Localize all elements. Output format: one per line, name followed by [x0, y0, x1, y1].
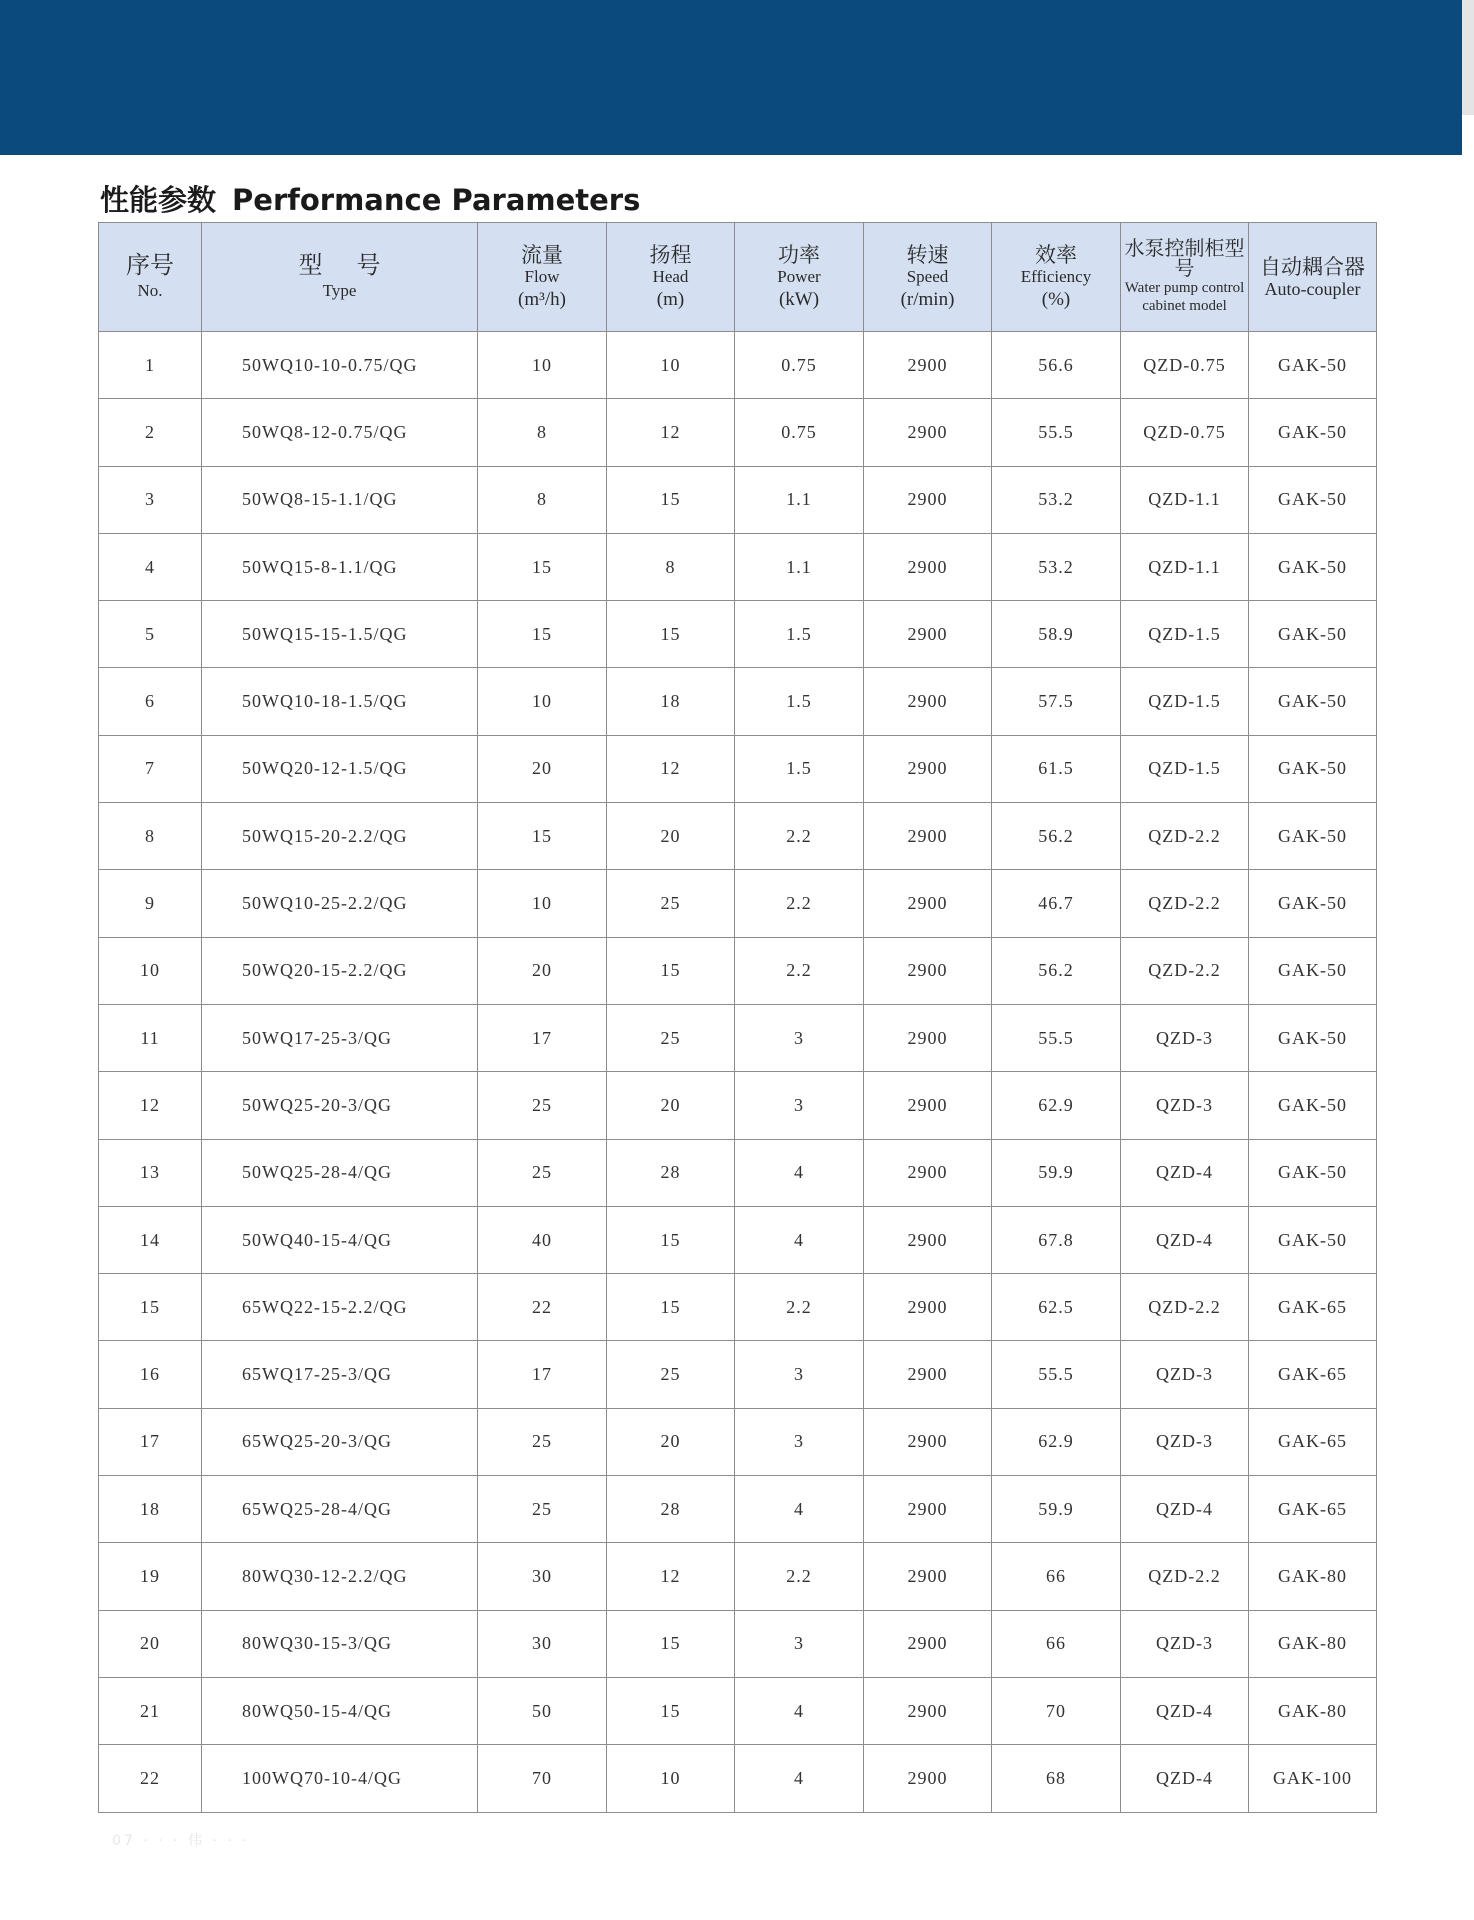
cell-flow: 20 [478, 735, 607, 802]
cell-speed: 2900 [864, 735, 992, 802]
cell-head: 28 [607, 1476, 735, 1543]
cell-power: 2.2 [735, 1543, 864, 1610]
cell-power: 3 [735, 1408, 864, 1475]
cell-efficiency: 53.2 [992, 466, 1121, 533]
cell-no: 21 [99, 1677, 202, 1744]
cell-type: 50WQ15-15-1.5/QG [202, 601, 478, 668]
cell-power: 1.5 [735, 735, 864, 802]
cell-auto-coupler: GAK-50 [1249, 1072, 1377, 1139]
header-band [0, 0, 1462, 155]
cell-cabinet-model: QZD-1.5 [1121, 735, 1249, 802]
cell-cabinet-model: QZD-3 [1121, 1072, 1249, 1139]
cell-type: 50WQ25-28-4/QG [202, 1139, 478, 1206]
cell-head: 10 [607, 1745, 735, 1812]
cell-efficiency: 57.5 [992, 668, 1121, 735]
cell-efficiency: 56.2 [992, 937, 1121, 1004]
cell-flow: 22 [478, 1274, 607, 1341]
cell-efficiency: 62.5 [992, 1274, 1121, 1341]
cell-auto-coupler: GAK-80 [1249, 1543, 1377, 1610]
cell-head: 25 [607, 1004, 735, 1071]
cell-cabinet-model: QZD-2.2 [1121, 937, 1249, 1004]
cell-no: 19 [99, 1543, 202, 1610]
table-row [99, 937, 1377, 1004]
cell-type: 50WQ15-20-2.2/QG [202, 803, 478, 870]
cell-auto-coupler: GAK-50 [1249, 870, 1377, 937]
cell-cabinet-model: QZD-4 [1121, 1677, 1249, 1744]
page-edge-strip [1462, 0, 1474, 115]
cell-head: 12 [607, 1543, 735, 1610]
cell-power: 2.2 [735, 1274, 864, 1341]
cell-efficiency: 68 [992, 1745, 1121, 1812]
cell-efficiency: 61.5 [992, 735, 1121, 802]
cell-power: 4 [735, 1139, 864, 1206]
cell-type: 65WQ22-15-2.2/QG [202, 1274, 478, 1341]
cell-efficiency: 56.6 [992, 332, 1121, 399]
cell-cabinet-model: QZD-0.75 [1121, 399, 1249, 466]
header-type: 型号 Type [202, 223, 478, 332]
cell-no: 3 [99, 466, 202, 533]
cell-auto-coupler: GAK-65 [1249, 1341, 1377, 1408]
cell-cabinet-model: QZD-4 [1121, 1139, 1249, 1206]
cell-auto-coupler: GAK-50 [1249, 668, 1377, 735]
table-header-row [99, 223, 1377, 332]
cell-type: 50WQ20-12-1.5/QG [202, 735, 478, 802]
cell-type: 50WQ25-20-3/QG [202, 1072, 478, 1139]
table-row [99, 1274, 1377, 1341]
cell-power: 0.75 [735, 332, 864, 399]
cell-speed: 2900 [864, 937, 992, 1004]
cell-flow: 17 [478, 1341, 607, 1408]
cell-head: 25 [607, 1341, 735, 1408]
cell-power: 4 [735, 1677, 864, 1744]
cell-cabinet-model: QZD-3 [1121, 1408, 1249, 1475]
cell-speed: 2900 [864, 1543, 992, 1610]
cell-head: 15 [607, 1206, 735, 1273]
cell-auto-coupler: GAK-50 [1249, 399, 1377, 466]
header-efficiency: 效率 Efficiency (%) [992, 223, 1121, 332]
cell-no: 8 [99, 803, 202, 870]
cell-cabinet-model: QZD-1.1 [1121, 466, 1249, 533]
table-row [99, 1072, 1377, 1139]
table-row [99, 1543, 1377, 1610]
header-cabinet-model: 水泵控制柜型号 Water pump control cabinet model [1121, 223, 1249, 332]
cell-head: 15 [607, 466, 735, 533]
cell-type: 80WQ30-15-3/QG [202, 1610, 478, 1677]
cell-type: 80WQ30-12-2.2/QG [202, 1543, 478, 1610]
cell-flow: 40 [478, 1206, 607, 1273]
cell-head: 18 [607, 668, 735, 735]
cell-flow: 30 [478, 1543, 607, 1610]
cell-head: 20 [607, 803, 735, 870]
section-title-en: Performance Parameters [232, 183, 641, 217]
table-row [99, 1745, 1377, 1812]
cell-type: 50WQ15-8-1.1/QG [202, 533, 478, 600]
cell-efficiency: 46.7 [992, 870, 1121, 937]
cell-head: 20 [607, 1072, 735, 1139]
cell-no: 6 [99, 668, 202, 735]
cell-flow: 25 [478, 1072, 607, 1139]
cell-no: 22 [99, 1745, 202, 1812]
cell-type: 80WQ50-15-4/QG [202, 1677, 478, 1744]
cell-cabinet-model: QZD-1.1 [1121, 533, 1249, 600]
cell-flow: 25 [478, 1408, 607, 1475]
cell-efficiency: 56.2 [992, 803, 1121, 870]
table-row [99, 533, 1377, 600]
table-row [99, 601, 1377, 668]
cell-type: 65WQ25-20-3/QG [202, 1408, 478, 1475]
cell-cabinet-model: QZD-3 [1121, 1610, 1249, 1677]
cell-power: 2.2 [735, 937, 864, 1004]
cell-power: 1.1 [735, 466, 864, 533]
cell-cabinet-model: QZD-2.2 [1121, 870, 1249, 937]
table-row [99, 1408, 1377, 1475]
table-row [99, 1476, 1377, 1543]
cell-power: 1.5 [735, 601, 864, 668]
cell-no: 7 [99, 735, 202, 802]
cell-auto-coupler: GAK-65 [1249, 1408, 1377, 1475]
table-row [99, 1341, 1377, 1408]
cell-efficiency: 59.9 [992, 1139, 1121, 1206]
cell-auto-coupler: GAK-50 [1249, 533, 1377, 600]
cell-type: 50WQ10-10-0.75/QG [202, 332, 478, 399]
cell-speed: 2900 [864, 668, 992, 735]
header-speed: 转速 Speed (r/min) [864, 223, 992, 332]
cell-power: 0.75 [735, 399, 864, 466]
cell-auto-coupler: GAK-50 [1249, 1206, 1377, 1273]
cell-head: 12 [607, 735, 735, 802]
cell-efficiency: 70 [992, 1677, 1121, 1744]
cell-speed: 2900 [864, 1610, 992, 1677]
table-row [99, 870, 1377, 937]
cell-no: 17 [99, 1408, 202, 1475]
cell-auto-coupler: GAK-50 [1249, 466, 1377, 533]
cell-speed: 2900 [864, 1004, 992, 1071]
table-row [99, 466, 1377, 533]
cell-flow: 50 [478, 1677, 607, 1744]
header-power: 功率 Power (kW) [735, 223, 864, 332]
cell-efficiency: 66 [992, 1610, 1121, 1677]
cell-auto-coupler: GAK-50 [1249, 332, 1377, 399]
cell-auto-coupler: GAK-50 [1249, 1004, 1377, 1071]
cell-no: 2 [99, 399, 202, 466]
table-row [99, 332, 1377, 399]
cell-auto-coupler: GAK-50 [1249, 601, 1377, 668]
cell-flow: 20 [478, 937, 607, 1004]
cell-type: 50WQ8-15-1.1/QG [202, 466, 478, 533]
cell-flow: 15 [478, 803, 607, 870]
cell-speed: 2900 [864, 1476, 992, 1543]
cell-cabinet-model: QZD-4 [1121, 1206, 1249, 1273]
cell-auto-coupler: GAK-100 [1249, 1745, 1377, 1812]
cell-no: 10 [99, 937, 202, 1004]
cell-no: 1 [99, 332, 202, 399]
header-auto-coupler: 自动耦合器 Auto-coupler [1249, 223, 1377, 332]
cell-power: 1.1 [735, 533, 864, 600]
cell-flow: 10 [478, 332, 607, 399]
cell-type: 50WQ40-15-4/QG [202, 1206, 478, 1273]
cell-power: 3 [735, 1004, 864, 1071]
cell-speed: 2900 [864, 1206, 992, 1273]
header-no: 序号 No. [99, 223, 202, 332]
cell-efficiency: 62.9 [992, 1408, 1121, 1475]
cell-speed: 2900 [864, 399, 992, 466]
table-row [99, 1677, 1377, 1744]
cell-cabinet-model: QZD-0.75 [1121, 332, 1249, 399]
table-row [99, 1004, 1377, 1071]
cell-cabinet-model: QZD-3 [1121, 1341, 1249, 1408]
cell-flow: 15 [478, 533, 607, 600]
cell-power: 3 [735, 1610, 864, 1677]
cell-efficiency: 62.9 [992, 1072, 1121, 1139]
cell-head: 15 [607, 1610, 735, 1677]
cell-head: 20 [607, 1408, 735, 1475]
cell-efficiency: 66 [992, 1543, 1121, 1610]
table-row [99, 1206, 1377, 1273]
cell-cabinet-model: QZD-2.2 [1121, 1543, 1249, 1610]
cell-efficiency: 58.9 [992, 601, 1121, 668]
cell-efficiency: 67.8 [992, 1206, 1121, 1273]
cell-auto-coupler: GAK-50 [1249, 1139, 1377, 1206]
cell-flow: 10 [478, 668, 607, 735]
cell-efficiency: 55.5 [992, 1341, 1121, 1408]
cell-flow: 25 [478, 1476, 607, 1543]
cell-flow: 30 [478, 1610, 607, 1677]
cell-type: 50WQ17-25-3/QG [202, 1004, 478, 1071]
cell-flow: 15 [478, 601, 607, 668]
cell-power: 2.2 [735, 803, 864, 870]
cell-no: 13 [99, 1139, 202, 1206]
cell-flow: 70 [478, 1745, 607, 1812]
cell-efficiency: 55.5 [992, 399, 1121, 466]
footer-faint-text: 07 · · · 伟 · · · [112, 1833, 250, 1849]
cell-flow: 25 [478, 1139, 607, 1206]
cell-power: 4 [735, 1206, 864, 1273]
cell-speed: 2900 [864, 332, 992, 399]
cell-cabinet-model: QZD-1.5 [1121, 668, 1249, 735]
cell-no: 12 [99, 1072, 202, 1139]
cell-flow: 8 [478, 399, 607, 466]
cell-speed: 2900 [864, 533, 992, 600]
cell-power: 2.2 [735, 870, 864, 937]
table-row [99, 668, 1377, 735]
section-title-zh: 性能参数 [100, 183, 217, 217]
cell-head: 10 [607, 332, 735, 399]
cell-auto-coupler: GAK-80 [1249, 1677, 1377, 1744]
cell-auto-coupler: GAK-50 [1249, 735, 1377, 802]
cell-type: 100WQ70-10-4/QG [202, 1745, 478, 1812]
cell-head: 15 [607, 601, 735, 668]
cell-flow: 17 [478, 1004, 607, 1071]
cell-type: 50WQ8-12-0.75/QG [202, 399, 478, 466]
cell-no: 5 [99, 601, 202, 668]
cell-cabinet-model: QZD-2.2 [1121, 1274, 1249, 1341]
table-row [99, 1610, 1377, 1677]
cell-speed: 2900 [864, 870, 992, 937]
cell-auto-coupler: GAK-80 [1249, 1610, 1377, 1677]
cell-no: 18 [99, 1476, 202, 1543]
cell-type: 65WQ25-28-4/QG [202, 1476, 478, 1543]
cell-head: 15 [607, 1274, 735, 1341]
cell-type: 50WQ10-25-2.2/QG [202, 870, 478, 937]
table-row [99, 399, 1377, 466]
cell-speed: 2900 [864, 601, 992, 668]
cell-type: 65WQ17-25-3/QG [202, 1341, 478, 1408]
cell-auto-coupler: GAK-50 [1249, 937, 1377, 1004]
table-row [99, 1139, 1377, 1206]
cell-head: 8 [607, 533, 735, 600]
cell-no: 14 [99, 1206, 202, 1273]
cell-power: 4 [735, 1745, 864, 1812]
cell-cabinet-model: QZD-1.5 [1121, 601, 1249, 668]
cell-flow: 10 [478, 870, 607, 937]
cell-cabinet-model: QZD-4 [1121, 1476, 1249, 1543]
cell-auto-coupler: GAK-50 [1249, 803, 1377, 870]
cell-speed: 2900 [864, 1745, 992, 1812]
cell-speed: 2900 [864, 1072, 992, 1139]
cell-head: 28 [607, 1139, 735, 1206]
table-body [99, 332, 1377, 1813]
cell-power: 3 [735, 1072, 864, 1139]
cell-flow: 8 [478, 466, 607, 533]
header-head: 扬程 Head (m) [607, 223, 735, 332]
cell-efficiency: 55.5 [992, 1004, 1121, 1071]
cell-cabinet-model: QZD-4 [1121, 1745, 1249, 1812]
cell-power: 3 [735, 1341, 864, 1408]
cell-efficiency: 59.9 [992, 1476, 1121, 1543]
cell-power: 1.5 [735, 668, 864, 735]
cell-speed: 2900 [864, 1408, 992, 1475]
cell-speed: 2900 [864, 1274, 992, 1341]
cell-speed: 2900 [864, 1677, 992, 1744]
cell-speed: 2900 [864, 466, 992, 533]
performance-table [98, 222, 1377, 1813]
cell-power: 4 [735, 1476, 864, 1543]
cell-no: 20 [99, 1610, 202, 1677]
cell-no: 16 [99, 1341, 202, 1408]
table-row [99, 803, 1377, 870]
cell-type: 50WQ20-15-2.2/QG [202, 937, 478, 1004]
cell-cabinet-model: QZD-2.2 [1121, 803, 1249, 870]
cell-speed: 2900 [864, 1139, 992, 1206]
header-flow: 流量 Flow (m³/h) [478, 223, 607, 332]
cell-no: 9 [99, 870, 202, 937]
cell-head: 25 [607, 870, 735, 937]
cell-auto-coupler: GAK-65 [1249, 1476, 1377, 1543]
cell-auto-coupler: GAK-65 [1249, 1274, 1377, 1341]
table-row [99, 735, 1377, 802]
cell-no: 15 [99, 1274, 202, 1341]
cell-no: 11 [99, 1004, 202, 1071]
cell-no: 4 [99, 533, 202, 600]
cell-head: 12 [607, 399, 735, 466]
cell-head: 15 [607, 937, 735, 1004]
cell-head: 15 [607, 1677, 735, 1744]
cell-type: 50WQ10-18-1.5/QG [202, 668, 478, 735]
cell-efficiency: 53.2 [992, 533, 1121, 600]
cell-speed: 2900 [864, 1341, 992, 1408]
cell-cabinet-model: QZD-3 [1121, 1004, 1249, 1071]
cell-speed: 2900 [864, 803, 992, 870]
section-title [100, 178, 640, 219]
